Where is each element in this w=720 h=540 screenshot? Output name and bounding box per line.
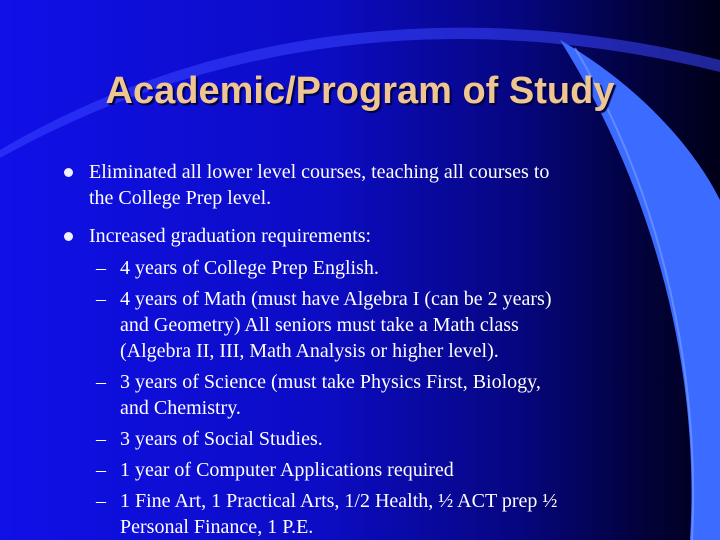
dash-marker: –	[96, 490, 106, 512]
dash-marker: –	[96, 257, 106, 279]
dash-marker: –	[96, 371, 106, 393]
subitem-line: and Geometry) All seniors must take a Math class	[120, 314, 519, 336]
subitem-line: 3 years of Social Studies.	[120, 428, 323, 450]
subitem-line: Personal Finance, 1 P.E.	[120, 516, 314, 538]
dash-marker: –	[96, 428, 106, 450]
dash-marker: –	[96, 288, 106, 310]
subitem-line: 3 years of Science (must take Physics First, Biology,	[120, 371, 541, 393]
subitem-line: 4 years of College Prep English.	[120, 257, 379, 279]
bullet-line: the College Prep level.	[89, 187, 272, 209]
bullet-line: Increased graduation requirements:	[89, 225, 372, 247]
slide-title: Academic/Program of Study	[105, 70, 615, 112]
subitem-line: (Algebra II, III, Math Analysis or higher level).	[120, 340, 499, 362]
subitem-line: 1 year of Computer Applications required	[120, 459, 454, 481]
bullet-line: Eliminated all lower level courses, teaching all courses to	[89, 161, 550, 183]
bullet-dot	[64, 168, 73, 177]
subitem-line: 4 years of Math (must have Algebra I (can be 2 years)	[120, 288, 552, 310]
subitem-line: 1 Fine Art, 1 Practical Arts, 1/2 Health, ½ ACT prep ½	[120, 490, 558, 512]
subitem-line: and Chemistry.	[120, 397, 241, 419]
dash-marker: –	[96, 459, 106, 481]
bullet-dot	[64, 232, 73, 241]
